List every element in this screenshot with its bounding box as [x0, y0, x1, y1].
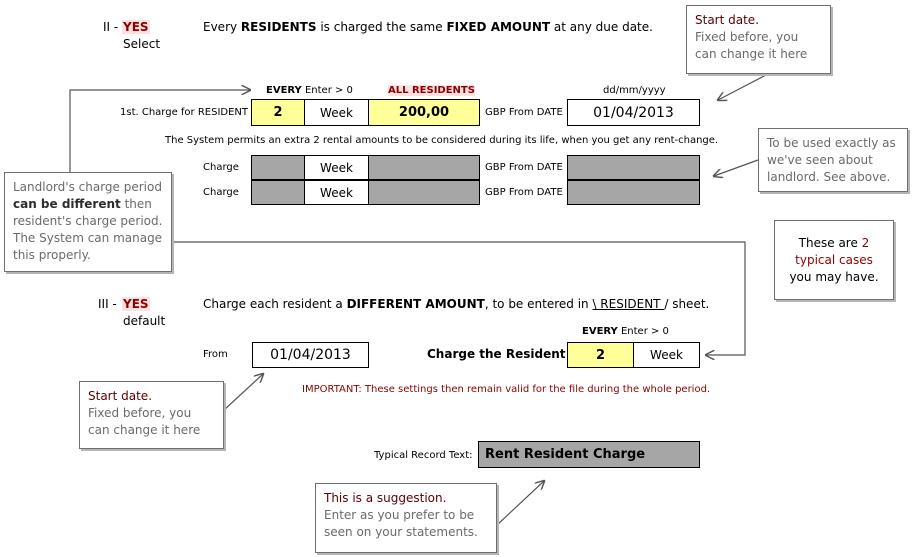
system-note: The System permits an extra 2 rental amounts to be considered during its life, when you get any rent-change. [165, 135, 719, 146]
extra-charge-2-currency-label: GBP From DATE [485, 187, 563, 198]
note-body: Fixed before, you can change it here [695, 30, 808, 61]
note-body: Fixed before, you can change it here [88, 406, 201, 437]
section-3-description [203, 297, 709, 311]
desc-text: Every [203, 20, 241, 34]
desc-bold: RESIDENTS [240, 20, 317, 34]
first-charge-date-input[interactable]: 01/04/2013 [567, 99, 700, 126]
every-header [266, 85, 353, 96]
extra-charge-2-period-select[interactable]: Week [304, 180, 369, 205]
important-note: IMPORTANT: These settings then remain valid for the file during the whole period. [302, 384, 711, 395]
start-date-note-bottom [79, 381, 224, 449]
first-charge-label: 1st. Charge for RESIDENT [120, 107, 249, 118]
resident-every-header [582, 326, 669, 337]
note-body: Enter as you prefer to be seen on your statements. [324, 508, 478, 539]
record-text-input[interactable]: Rent Resident Charge [478, 441, 700, 468]
desc-bold: FIXED AMOUNT [446, 20, 551, 34]
desc-text: at any due date. [550, 20, 653, 34]
resident-every-input[interactable]: 2 [567, 342, 634, 368]
every-label: EVERY [266, 85, 302, 96]
first-charge-currency-label: GBP From DATE [485, 107, 563, 118]
extra-charge-2-date-input[interactable] [567, 180, 700, 205]
extra-charge-1-label: Charge [203, 162, 239, 173]
section-3-yes-badge: YES [123, 297, 149, 311]
note-emphasis: 2 typical cases [795, 236, 873, 267]
typical-cases-note [774, 220, 894, 300]
desc-text: Charge each resident a [203, 297, 347, 311]
landlord-period-note [4, 172, 172, 272]
section-3-default-label: default [123, 314, 166, 328]
extra-charge-1-every-input[interactable] [251, 155, 305, 180]
note-heading: This is a suggestion. [324, 491, 447, 505]
extra-charge-2-amount-input[interactable] [368, 180, 480, 205]
extra-charge-1-period-select[interactable]: Week [304, 155, 369, 180]
note-body: To be used exactly as we've seen about landlord. See above. [767, 136, 896, 184]
note-heading: Start date. [695, 13, 760, 27]
resident-period-select[interactable]: Week [633, 342, 700, 368]
note-emphasis: can be different [13, 197, 121, 211]
desc-text: is charged the same [316, 20, 447, 34]
note-text: you may have. [789, 270, 879, 284]
record-text-label: Typical Record Text: [374, 450, 473, 461]
section-2-description [203, 20, 653, 34]
desc-text: , to be entered in [484, 297, 593, 311]
note-heading: Start date. [88, 389, 153, 403]
section-3-number: III - [98, 297, 117, 311]
start-date-note-top [686, 5, 831, 74]
used-exactly-note [758, 128, 908, 192]
section-2-yes-badge: YES [123, 20, 149, 34]
extra-charge-2-label: Charge [203, 187, 239, 198]
enter-hint: Enter > 0 [620, 326, 669, 337]
note-text: then resident's charge period. The System can manage this properly. [13, 197, 163, 262]
extra-charge-2-every-input[interactable] [251, 180, 305, 205]
extra-charge-1-amount-input[interactable] [368, 155, 480, 180]
note-text: These are [798, 236, 862, 250]
note-text: Landlord's charge period [13, 180, 162, 194]
enter-hint: Enter > 0 [304, 85, 353, 96]
from-date-input[interactable]: 01/04/2013 [252, 342, 369, 368]
every-label: EVERY [582, 326, 618, 337]
first-charge-period-select[interactable]: Week [304, 99, 369, 126]
resident-sheet-link[interactable]: \ RESIDENT [592, 297, 665, 311]
section-2-number: II - [103, 20, 119, 34]
from-label: From [203, 349, 228, 360]
extra-charge-1-currency-label: GBP From DATE [485, 162, 563, 173]
suggestion-note [315, 483, 497, 553]
extra-charge-1-date-input[interactable] [567, 155, 700, 180]
charge-resident-label: Charge the Resident [427, 347, 566, 361]
first-charge-every-input[interactable]: 2 [251, 99, 305, 126]
section-2-select-label: Select [123, 37, 161, 51]
desc-text: / sheet. [664, 297, 710, 311]
first-charge-amount-input[interactable]: 200,00 [368, 99, 480, 126]
date-format-hint: dd/mm/yyyy [603, 85, 666, 96]
all-residents-header: ALL RESIDENTS [388, 85, 475, 96]
desc-bold: DIFFERENT AMOUNT [346, 297, 485, 311]
